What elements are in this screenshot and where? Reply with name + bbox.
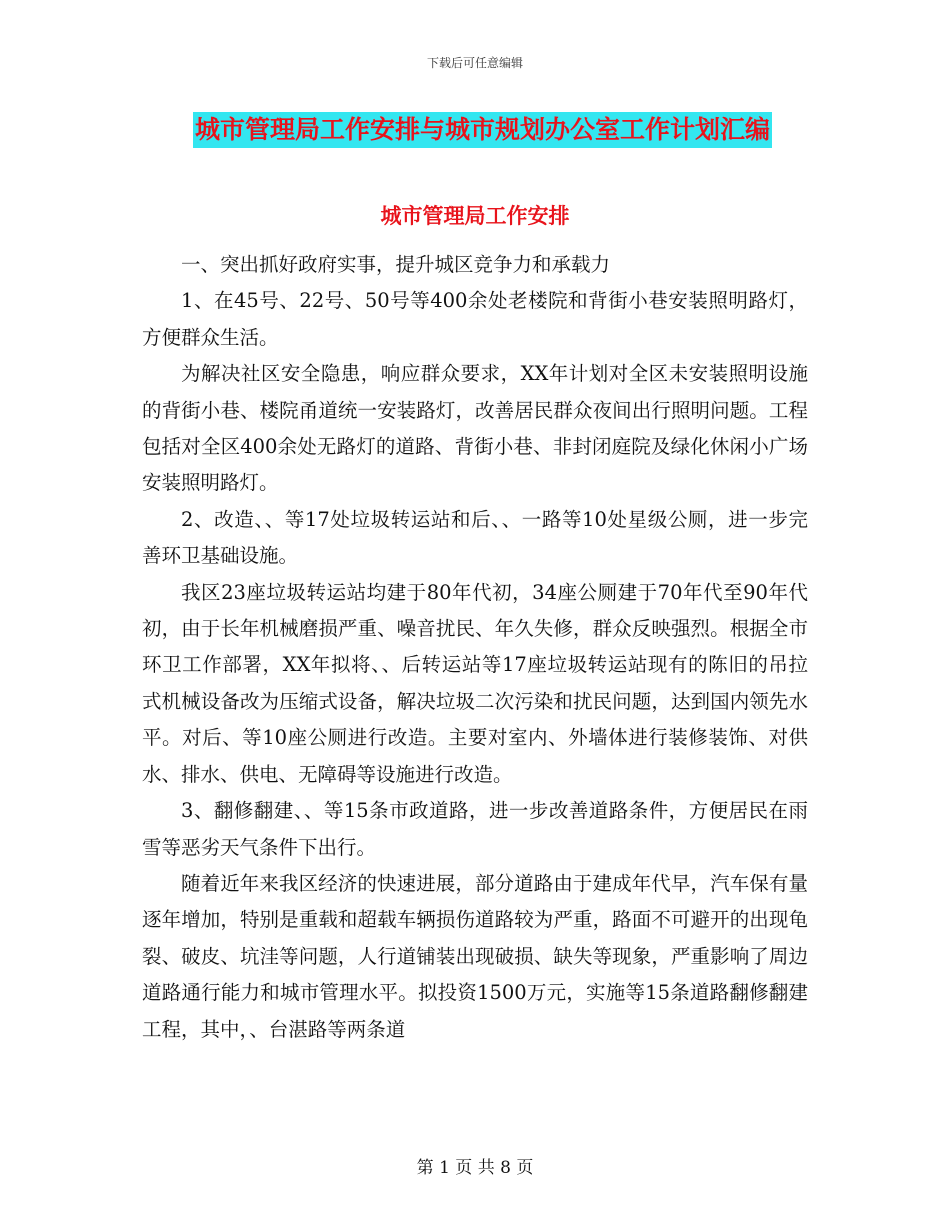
document-title: 城市管理局工作安排与城市规划办公室工作计划汇编: [193, 112, 772, 148]
paragraph-detail-2: 我区23座垃圾转运站均建于80年代初，34座公厕建于70年代至90年代初，由于长年机械磨损严重、噪音扰民、年久失修，群众反映强烈。根据全市环卫工作部署，XX年拟将、、后转运站等17座垃圾转运站现有的陈旧的吊拉式机械设备改为压缩式设备，解决垃圾二次污染和扰民问题，达到国内领先水平。对后、等10座公厕进行改造。主要对室内、外墙体进行装修装饰、对供水、排水、供电、无障碍等设施进行改造。: [142, 580, 808, 786]
paragraph-item-3: 3、翻修翻建、、等15条市政道路，进一步改善道路条件，方便居民在雨雪等恶劣天气条件下出行。: [142, 799, 808, 859]
paragraph-detail-1: 为解决社区安全隐患，响应群众要求，XX年计划对全区未安装照明设施的背街小巷、楼院甬道统一安装路灯，改善居民群众夜间出行照明问题。工程包括对全区400余处无路灯的道路、背街小巷、非封闭庭院及绿化休闲小广场安装照明路灯。: [142, 362, 808, 495]
paragraph-heading-1: 一、突出抓好政府实事，提升城区竞争力和承载力: [181, 253, 611, 276]
document-body: [142, 247, 808, 1048]
paragraph-item-2: 2、改造、、等17处垃圾转运站和后、、一路等10处星级公厕，进一步完善环卫基础设施。: [142, 507, 808, 568]
paragraph-item-1: 1、在45号、22号、50号等400余处老楼院和背街小巷安装照明路灯，方便群众生活。: [142, 289, 808, 349]
section-title: 城市管理局工作安排: [380, 204, 570, 228]
paragraph-detail-3: 随着近年来我区经济的快速进展，部分道路由于建成年代早，汽车保有量逐年增加，特别是重载和超载车辆损伤道路较为严重，路面不可避开的出现龟裂、破皮、坑洼等问题，人行道铺装出现破损、缺失等现象，严重影响了周边道路通行能力和城市管理水平。拟投资1500万元，实施等15条道路翻修翻建工程，其中，、台湛路等两条道: [142, 871, 808, 1041]
page-number-footer: 第 1 页 共 8 页: [416, 1158, 534, 1178]
page-header-note: 下载后可任意编辑: [426, 56, 523, 70]
